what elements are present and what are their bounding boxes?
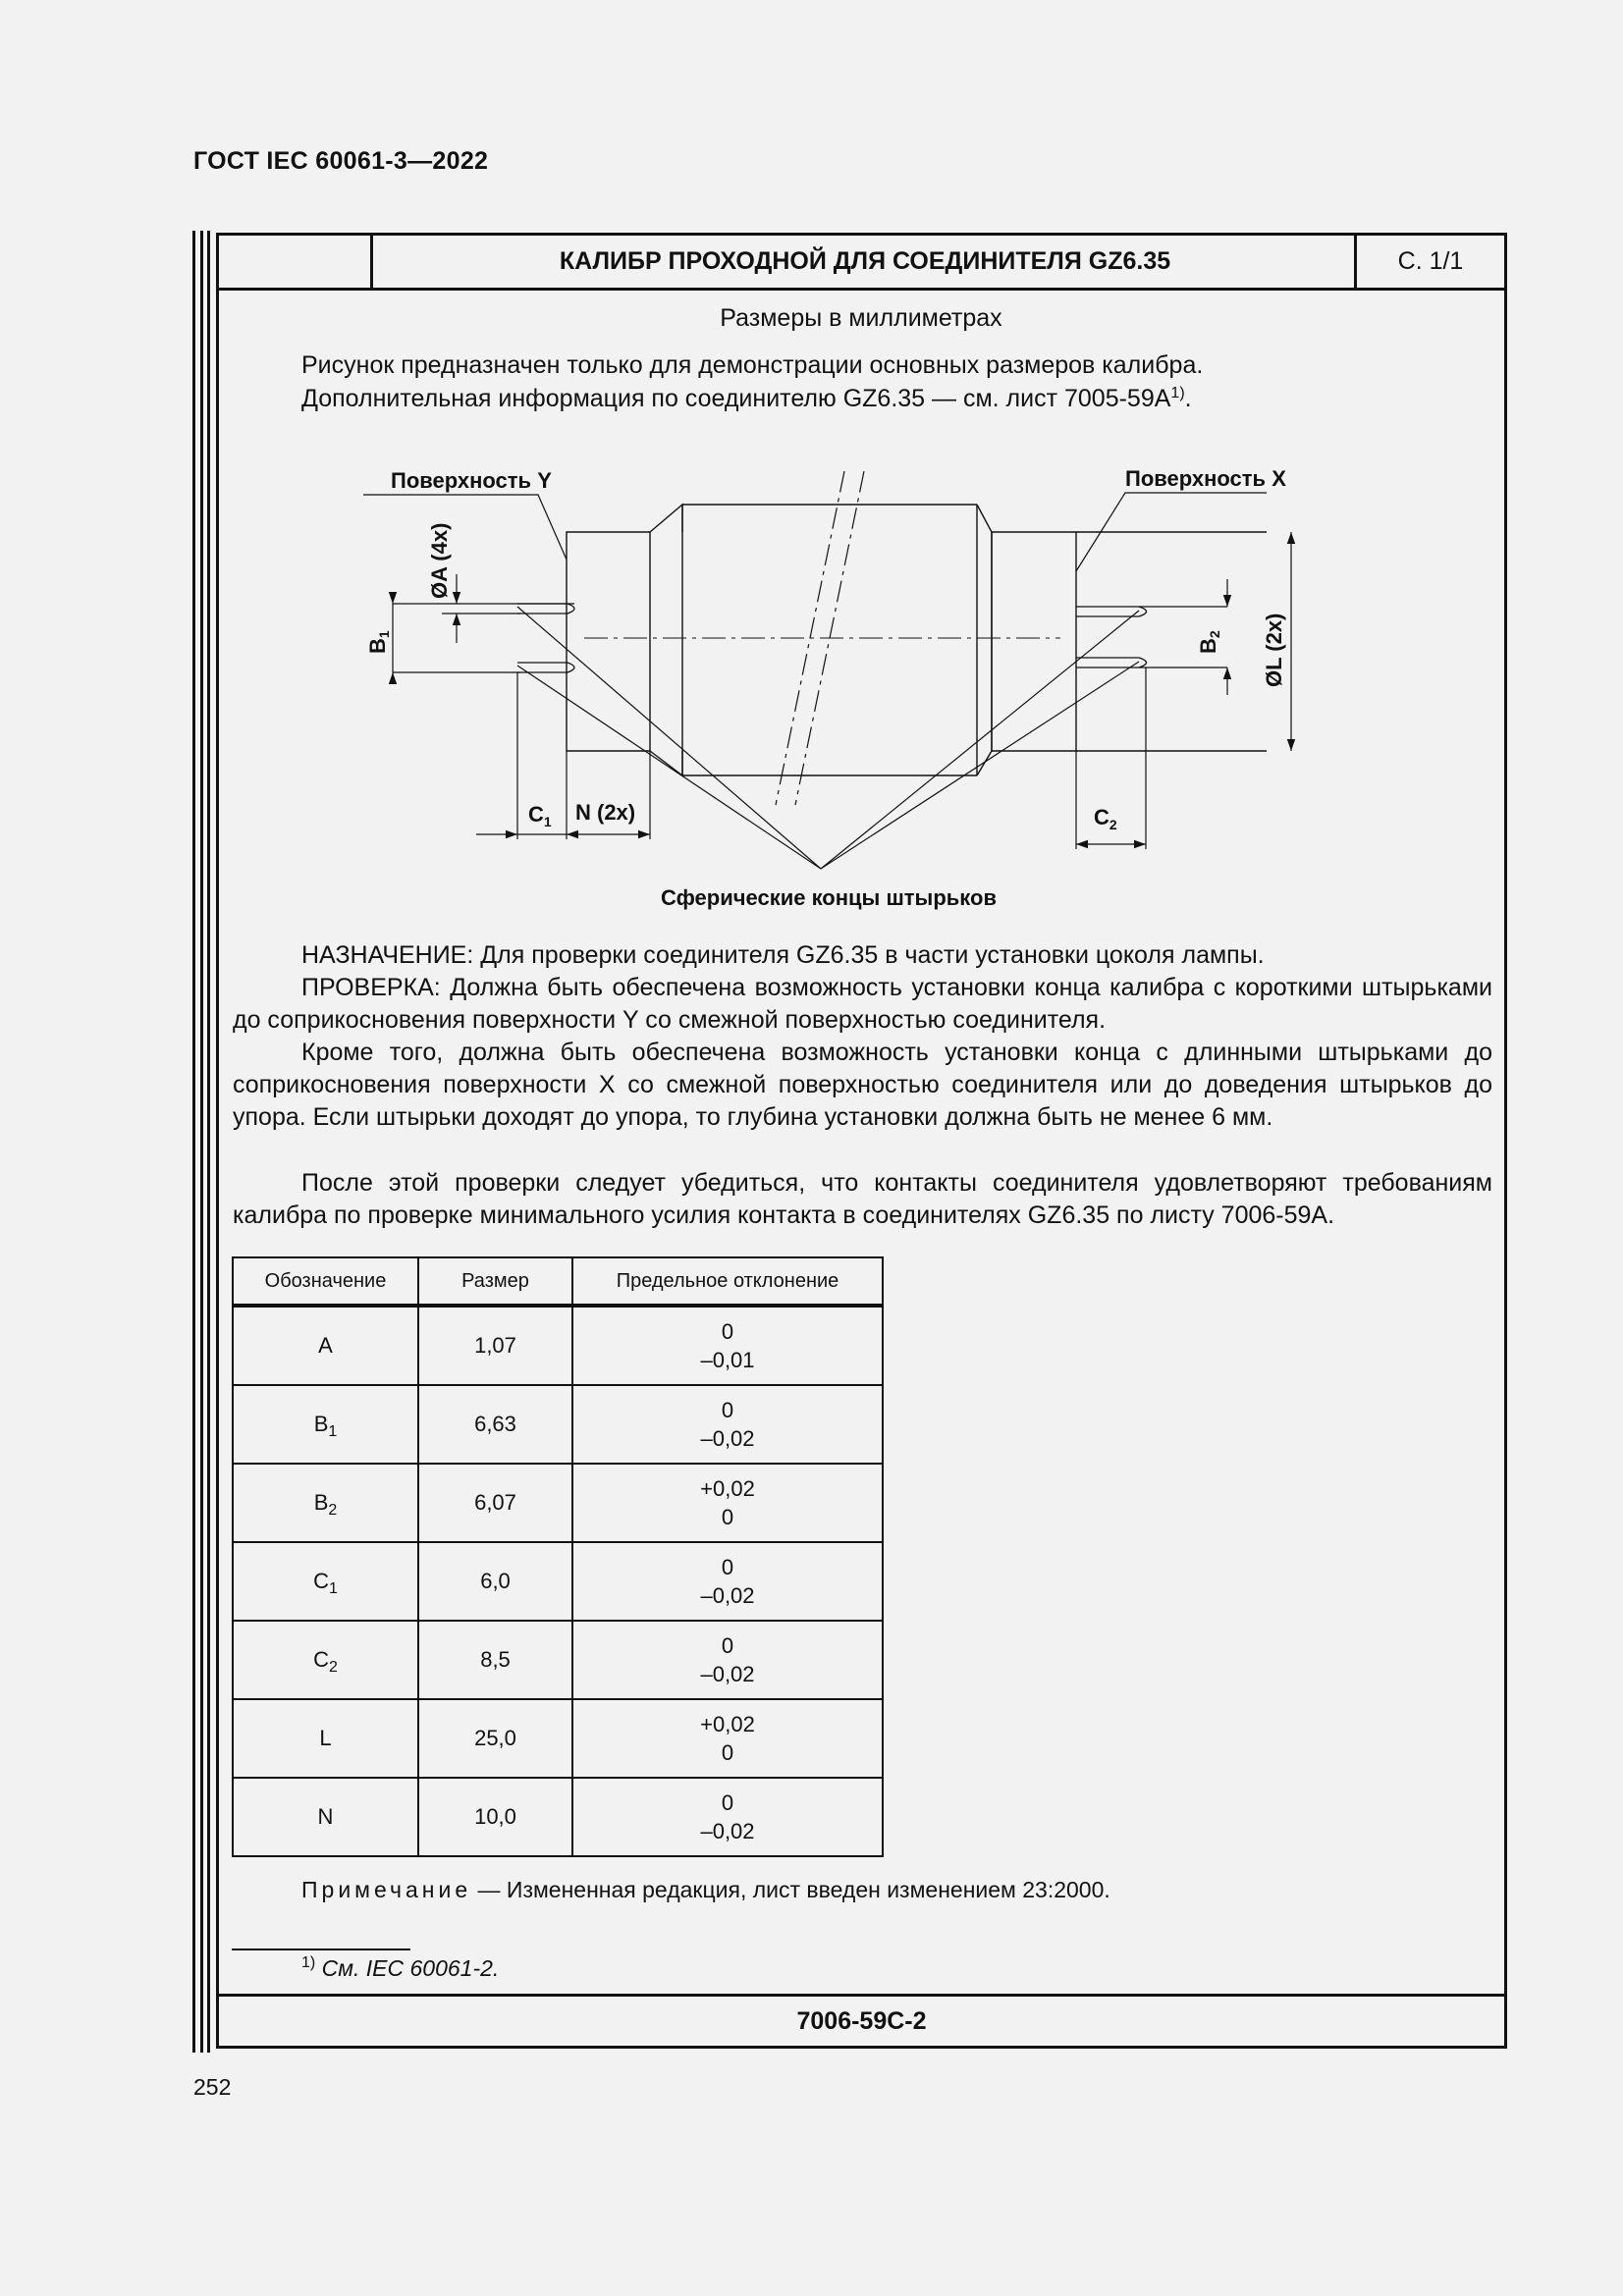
- column-header-symbol: Обозначение: [233, 1257, 418, 1306]
- tolerance-lower: 0: [721, 1740, 734, 1765]
- tolerance-lower: –0,02: [700, 1583, 755, 1608]
- note-text: — Измененная редакция, лист введен изменением 23:2000.: [471, 1877, 1110, 1902]
- tolerance-upper: +0,02: [700, 1712, 755, 1736]
- dim-c2-label: $C_2$: [1094, 805, 1117, 832]
- table-row: [233, 1699, 883, 1778]
- dimensions-table: [232, 1256, 884, 1857]
- additional-paragraph: Кроме того, должна быть обеспечена возможность установки конца с длинными штырьками до соприкосновения поверхности X со смежной поверхностью соединителя или до доведения штырьков до упора. Если штырьки доходят до упора, то глубина установки должна быть не менее 6 мм.: [233, 1039, 1492, 1131]
- margin-rule: [192, 231, 195, 2053]
- tolerance-upper: 0: [721, 1555, 734, 1579]
- cell-size: 8,5: [418, 1621, 572, 1699]
- margin-rule: [200, 231, 203, 2053]
- table-row: [233, 1542, 883, 1621]
- table-row: [233, 1306, 883, 1385]
- table-row: [233, 1778, 883, 1856]
- tolerance-upper: 0: [721, 1633, 734, 1658]
- gauge-drawing: [363, 461, 1325, 923]
- tolerance-upper: 0: [721, 1790, 734, 1815]
- leader-lines: [363, 493, 1267, 869]
- tolerance-upper: 0: [721, 1398, 734, 1422]
- footnote-rule: [232, 1949, 410, 1950]
- table-row: [233, 1464, 883, 1542]
- sheet-page-label: С. 1/1: [1354, 236, 1504, 288]
- column-header-tolerance: Предельное отклонение: [572, 1257, 883, 1306]
- cell-size: 6,63: [418, 1385, 572, 1464]
- cell-tolerance: [572, 1464, 883, 1542]
- cell-symbol: $C_1$: [233, 1542, 418, 1621]
- table-body: [233, 1306, 883, 1856]
- cell-size: 6,07: [418, 1464, 572, 1542]
- surface-y-label: Поверхность Y: [391, 468, 552, 493]
- dim-c1-label: $C_1$: [528, 802, 552, 829]
- cell-tolerance: [572, 1621, 883, 1699]
- cell-size: 1,07: [418, 1306, 572, 1385]
- tolerance-lower: 0: [721, 1505, 734, 1529]
- cell-size: 10,0: [418, 1778, 572, 1856]
- note: [301, 1877, 1110, 1903]
- cell-symbol: $B_1$: [233, 1385, 418, 1464]
- cell-tolerance: [572, 1385, 883, 1464]
- title-blank-cell: [219, 236, 373, 288]
- sheet-title: КАЛИБР ПРОХОДНОЙ ДЛЯ СОЕДИНИТЕЛЯ GZ6.35: [559, 247, 1171, 275]
- note-label: Примечание: [301, 1877, 472, 1902]
- dim-b1-label: B1: [365, 630, 392, 654]
- dim-b2-label: B2: [1196, 630, 1222, 654]
- gauge-body: [567, 505, 1267, 775]
- cell-symbol: A: [233, 1306, 418, 1385]
- cell-size: 25,0: [418, 1699, 572, 1778]
- dim-a-label: ØA (4x): [427, 522, 452, 599]
- surface-x-label: Поверхность X: [1125, 466, 1286, 491]
- cell-tolerance: [572, 1778, 883, 1856]
- units-note: Размеры в миллиметрах: [720, 304, 1002, 332]
- tolerance-lower: –0,02: [700, 1662, 755, 1686]
- after-check-paragraph: После этой проверки следует убедиться, что контакты соединителя удовлетворяют требованиям калибра по проверке минимального усилия контакта в соединителях GZ6.35 по листу 7006-59A.: [233, 1169, 1492, 1229]
- title-block: [219, 236, 1504, 291]
- purpose-paragraph: НАЗНАЧЕНИЕ: Для проверки соединителя GZ6.35 в части установки цоколя лампы.: [301, 941, 1265, 969]
- table-header-row: [233, 1257, 883, 1306]
- dim-n-label: N (2x): [575, 800, 636, 825]
- page-number: 252: [193, 2074, 232, 2100]
- tolerance-lower: –0,01: [700, 1348, 755, 1372]
- table-row: [233, 1385, 883, 1464]
- footnote-mark: 1): [301, 1954, 316, 1971]
- intro-line-2: Дополнительная информация по соединителю GZ6.35 — см. лист $7005-59A^{1)}$.: [301, 385, 1192, 412]
- footnote-text: См. IEC 60061-2.: [315, 1955, 500, 1981]
- table-row: [233, 1621, 883, 1699]
- cell-symbol: $B_2$: [233, 1464, 418, 1542]
- cell-tolerance: [572, 1542, 883, 1621]
- figure-caption: Сферические концы штырьков: [660, 885, 998, 910]
- sheet-code: 7006-59C-2: [219, 1994, 1504, 2046]
- cell-symbol: N: [233, 1778, 418, 1856]
- footnote-ref: 1): [1170, 385, 1185, 401]
- tolerance-lower: –0,02: [700, 1426, 755, 1451]
- tolerance-upper: +0,02: [700, 1476, 755, 1501]
- cell-tolerance: [572, 1306, 883, 1385]
- cell-symbol: L: [233, 1699, 418, 1778]
- tolerance-upper: 0: [721, 1319, 734, 1344]
- check-paragraph: ПРОВЕРКА: Должна быть обеспечена возможность установки конца калибра с короткими штырьками до соприкосновения поверхности Y со смежной поверхностью соединителя.: [233, 974, 1492, 1034]
- dim-l-label: ØL (2x): [1262, 613, 1286, 687]
- footnote: [301, 1955, 499, 1982]
- cell-size: 6,0: [418, 1542, 572, 1621]
- cell-tolerance: [572, 1699, 883, 1778]
- column-header-size: Размер: [418, 1257, 572, 1306]
- standard-header: ГОСТ IEC 60061-3—2022: [193, 147, 489, 175]
- tolerance-lower: –0,02: [700, 1819, 755, 1843]
- cell-symbol: $C_2$: [233, 1621, 418, 1699]
- margin-rule: [207, 231, 210, 2053]
- intro-line-1: Рисунок предназначен только для демонстрации основных размеров калибра.: [301, 351, 1204, 379]
